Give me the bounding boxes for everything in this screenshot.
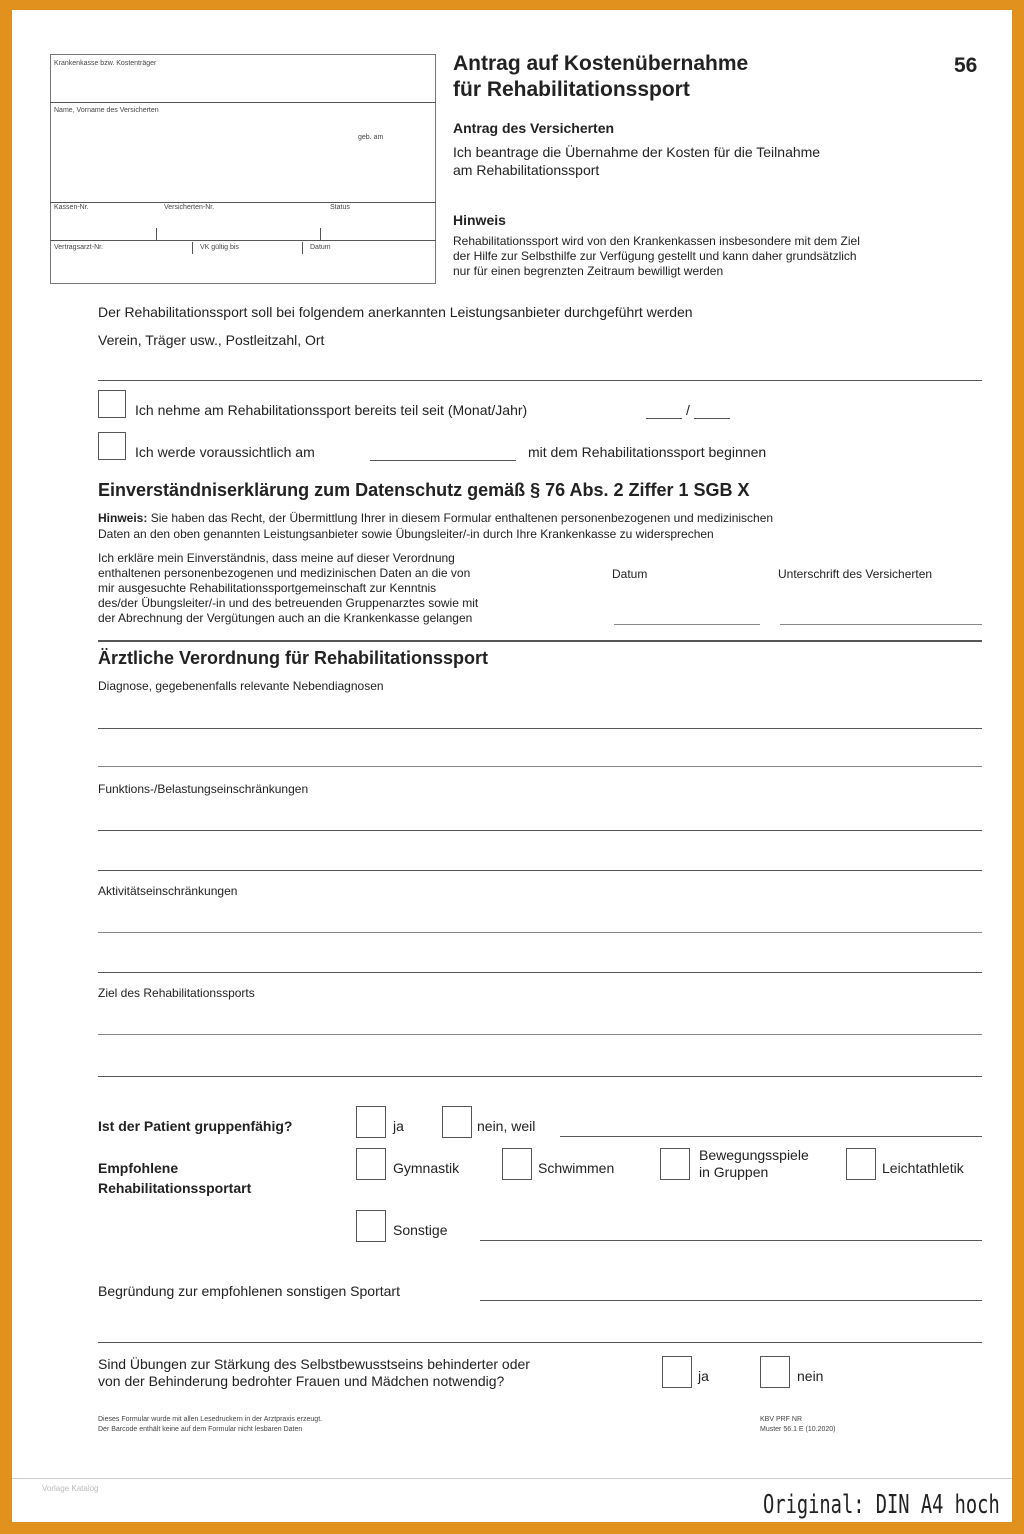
movement-games-line1: Bewegungsspiele [699, 1147, 809, 1163]
self-esteem-line1: Sind Übungen zur Stärkung des Selbstbewusstseins behinderter oder [98, 1356, 530, 1372]
insured-number-label: Versicherten-Nr. [164, 204, 215, 211]
header-date-label: Datum [310, 244, 331, 251]
activity-input-line[interactable] [98, 932, 982, 933]
form-number: 56 [954, 54, 978, 77]
consent-date-input-line[interactable] [614, 624, 760, 625]
other-sport-checkbox[interactable] [356, 1210, 386, 1242]
footnote-left-line1: Dieses Formular wurde mit allen Lesedruckern in der Arztpraxis erzeugt. [98, 1416, 323, 1423]
footnote-right-line1: KBV PRF NR [760, 1416, 803, 1423]
diagnosis-input-line[interactable] [98, 728, 982, 729]
consent-text-line: mir ausgesuchte Rehabilitationssportgemeinschaft zur Kenntnis [98, 581, 437, 595]
month-input-line[interactable] [646, 418, 682, 419]
footnote-left-line2: Der Barcode enthält keine auf dem Formular nicht lesbaren Daten [98, 1426, 303, 1433]
goal-input-line[interactable] [98, 1034, 982, 1035]
consent-text-line: Ich erkläre mein Einverständnis, dass meine auf dieser Verordnung [98, 551, 455, 565]
start-date-input-line[interactable] [370, 460, 516, 461]
self-esteem-yes-label: ja [698, 1368, 709, 1384]
form-title-line2: für Rehabilitationssport [453, 78, 690, 101]
insurer-label: Krankenkasse bzw. Kostenträger [54, 60, 157, 67]
form-title-line1: Antrag auf Kostenübernahme [453, 52, 749, 75]
notice-line1: Rehabilitationssport wird von den Krankenkassen insbesondere mit dem Ziel [453, 234, 860, 248]
notice-line3: nur für einen begrenzten Zeitraum bewilligt werden [453, 264, 724, 278]
name-label: Name, Vorname des Versicherten [54, 107, 159, 114]
reason-label: Begründung zur empfohlenen sonstigen Sportart [98, 1283, 400, 1299]
movement-games-checkbox[interactable] [660, 1148, 690, 1180]
reason-input-line[interactable] [480, 1300, 982, 1301]
provider-line: Der Rehabilitationssport soll bei folgendem anerkannten Leistungsanbieter durchgeführt werden [98, 304, 693, 320]
patient-header-box [50, 54, 436, 284]
consent-text-line: der Abrechnung der Vergütungen auch an die Krankenkasse gelangen [98, 611, 473, 625]
provider-sub: Verein, Träger usw., Postleitzahl, Ort [98, 332, 325, 348]
group-no-label: nein, weil [477, 1118, 536, 1134]
will-start-suffix: mit dem Rehabilitationssport beginnen [528, 444, 767, 460]
swim-checkbox[interactable] [502, 1148, 532, 1180]
other-sport-label: Sonstige [393, 1222, 448, 1238]
activity-label: Aktivitätseinschränkungen [98, 884, 238, 898]
status-label: Status [330, 204, 350, 211]
other-sport-input-line[interactable] [480, 1240, 982, 1241]
group-reason-input-line[interactable] [560, 1136, 982, 1137]
already-participating-checkbox[interactable] [98, 390, 126, 418]
swim-label: Schwimmen [538, 1160, 615, 1176]
signature-input-line[interactable] [780, 624, 982, 625]
consent-notice-line1: Sie haben das Recht, der Übermittlung Ihrer in diesem Formular enthaltenen personenbezogenen und medizinischen [150, 511, 774, 525]
consent-text-line: enthaltenen personenbezogenen und medizinischen Daten an die von [98, 566, 471, 580]
consent-text-line: des/der Übungsleiter/-in und des betreuenden Gruppenarztes sowie mit [98, 596, 479, 610]
sport-label-line2: Rehabilitationssportart [98, 1180, 252, 1196]
sport-label-line1: Empfohlene [98, 1160, 179, 1176]
consent-heading: Einverständniserklärung zum Datenschutz gemäß § 76 Abs. 2 Ziffer 1 SGB X [98, 480, 750, 500]
prescription-heading: Ärztliche Verordnung für Rehabilitationssport [98, 648, 489, 668]
function-label: Funktions-/Belastungseinschränkungen [98, 782, 309, 796]
insured-request-line2: am Rehabilitationssport [453, 162, 600, 178]
practice-number-label: Vertragsarzt-Nr. [54, 244, 104, 251]
gym-label: Gymnastik [393, 1160, 460, 1176]
activity-input-line[interactable] [98, 972, 982, 973]
self-esteem-no-label: nein [797, 1368, 824, 1384]
self-esteem-yes-checkbox[interactable] [662, 1356, 692, 1388]
gym-checkbox[interactable] [356, 1148, 386, 1180]
footnote-right-line2: Muster 56.1 E (10.2020) [760, 1426, 836, 1433]
consent-notice-line2: Daten an den oben genannten Leistungsanbieter sowie Übungsleiter/-in durch Ihre Krankenkasse zu widersprechen [98, 527, 714, 541]
signature-label: Unterschrift des Versicherten [778, 567, 933, 581]
consent-notice-label: Hinweis: [98, 511, 148, 525]
movement-games-line2: in Gruppen [699, 1164, 769, 1180]
already-participating-label: Ich nehme am Rehabilitationssport bereits teil seit (Monat/Jahr) [135, 402, 528, 418]
group-question: Ist der Patient gruppenfähig? [98, 1118, 293, 1134]
consent-date-label: Datum [612, 567, 648, 581]
will-start-label: Ich werde voraussichtlich am [135, 444, 315, 460]
insurer-number-label: Kassen-Nr. [54, 204, 89, 211]
will-start-checkbox[interactable] [98, 432, 126, 460]
group-no-checkbox[interactable] [442, 1106, 472, 1138]
group-yes-label: ja [393, 1118, 404, 1134]
self-esteem-line2: von der Behinderung bedrohter Frauen und Mädchen notwendig? [98, 1373, 505, 1389]
self-esteem-no-checkbox[interactable] [760, 1356, 790, 1388]
valid-until-label: VK gültig bis [200, 244, 239, 251]
function-input-line[interactable] [98, 830, 982, 831]
format-caption: Original: DIN A4 hoch [763, 1490, 1000, 1520]
notice-heading: Hinweis [453, 212, 506, 228]
notice-line2: der Hilfe zur Selbsthilfe zur Verfügung gestellt und kann daher grundsätzlich [453, 249, 857, 263]
month-year-slash: / [686, 402, 690, 418]
diagnosis-label: Diagnose, gegebenenfalls relevante Nebendiagnosen [98, 679, 384, 693]
watermark: Vorlage Katalog [42, 1484, 99, 1493]
goal-input-line[interactable] [98, 1076, 982, 1077]
function-input-line[interactable] [98, 870, 982, 871]
group-yes-checkbox[interactable] [356, 1106, 386, 1138]
insured-request-line1: Ich beantrage die Übernahme der Kosten für die Teilnahme [453, 144, 821, 160]
year-input-line[interactable] [694, 418, 730, 419]
goal-label: Ziel des Rehabilitationssports [98, 986, 255, 1000]
birth-label: geb. am [358, 134, 384, 141]
reason-input-line[interactable] [98, 1342, 982, 1343]
diagnosis-input-line[interactable] [98, 766, 982, 767]
provider-input-line[interactable] [98, 380, 982, 381]
athletics-label: Leichtathletik [882, 1160, 964, 1176]
form-sheet [12, 10, 1012, 1522]
insured-request-heading: Antrag des Versicherten [453, 120, 615, 136]
athletics-checkbox[interactable] [846, 1148, 876, 1180]
